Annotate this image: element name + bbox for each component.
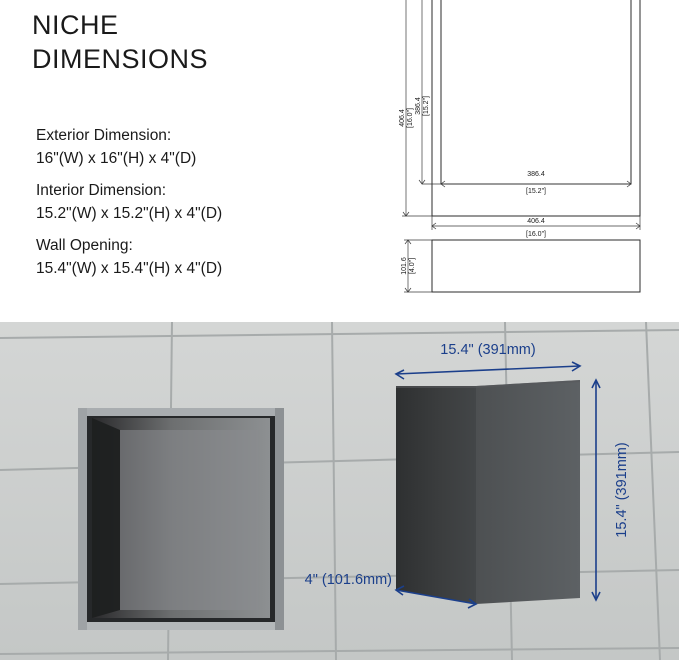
title-line-2: DIMENSIONS bbox=[32, 44, 209, 74]
side-view-depth-mm: 101.6 bbox=[401, 257, 408, 275]
annotation-width: 15.4" (391mm) bbox=[440, 342, 536, 358]
front-view-inner-width-in: [15.2"] bbox=[526, 188, 546, 195]
front-view-outer-height-in: [16.0"] bbox=[407, 108, 414, 128]
spec-panel bbox=[0, 0, 679, 322]
installed-niche bbox=[76, 408, 284, 660]
spec-list bbox=[36, 115, 356, 280]
technical-drawing bbox=[360, 0, 679, 322]
page-title bbox=[32, 8, 332, 76]
front-view-outer-width-in: [16.0"] bbox=[526, 231, 546, 238]
annotation-depth: 4" (101.6mm) bbox=[304, 572, 392, 588]
spec-value-exterior: 16"(W) x 16"(H) x 4"(D) bbox=[36, 150, 197, 167]
dimension-block bbox=[396, 380, 580, 604]
spec-value-interior: 15.2"(W) x 15.2"(H) x 4"(D) bbox=[36, 205, 223, 222]
front-view-outer-width-mm: 406.4 bbox=[527, 218, 545, 225]
annotation-height: 15.4" (391mm) bbox=[614, 442, 630, 538]
side-view-depth-in: [4.0"] bbox=[409, 257, 416, 275]
front-view-inner-height-mm: 386.4 bbox=[415, 97, 422, 115]
installation-render bbox=[0, 322, 679, 660]
front-view-inner-width-mm: 386.4 bbox=[527, 171, 545, 178]
front-view-outer-height-mm: 406.4 bbox=[399, 109, 406, 127]
title-line-1: NICHE bbox=[32, 10, 119, 40]
spec-label-interior: Interior Dimension: bbox=[36, 182, 167, 199]
spec-label-exterior: Exterior Dimension: bbox=[36, 127, 172, 144]
spec-value-wall-opening: 15.4"(W) x 15.4"(H) x 4"(D) bbox=[36, 260, 223, 277]
front-view-inner-height-in: [15.2"] bbox=[423, 96, 430, 116]
spec-label-wall-opening: Wall Opening: bbox=[36, 237, 133, 254]
